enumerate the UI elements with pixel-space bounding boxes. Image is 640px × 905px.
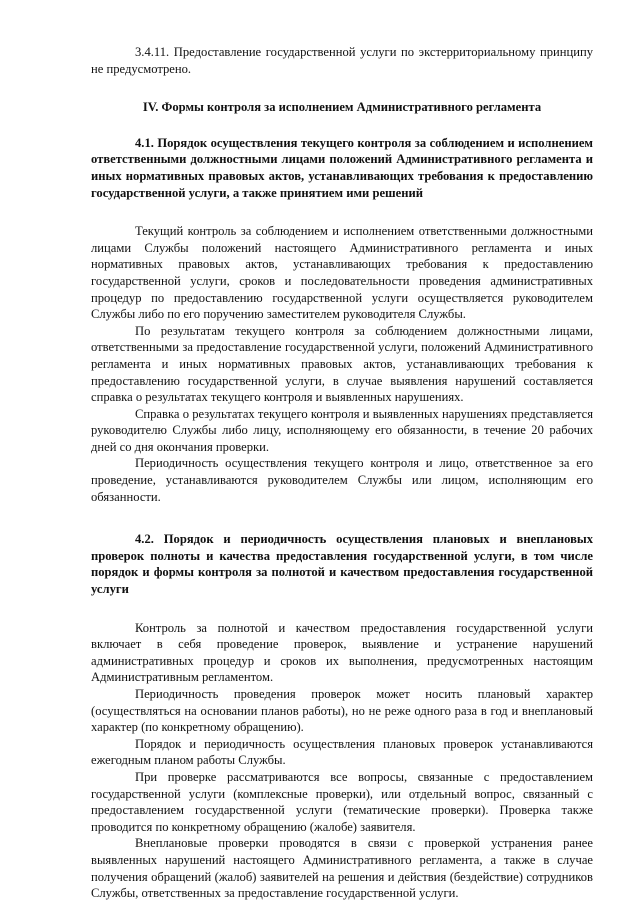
section-4-2-paragraph: При проверке рассматриваются все вопросы, связанные с предоставлением государственной услуги (комплексные проверки), или отдельный вопрос, связанный с предоставлением государственной услуги (тематические проверки). Проверка также проводится по конкретному обращению (жалобе) заявителя.: [91, 769, 593, 834]
section-4-1-paragraph: Справка о результатах текущего контроля и выявленных нарушениях представляется руководителю Службы либо лицу, исполняющему его обязанности, в течение 20 рабочих дней со дня окончания проверки.: [91, 406, 593, 454]
section-4-1-heading: 4.1. Порядок осуществления текущего контроля за соблюдением и исполнением ответственными должностными лицами положений Административного регламента и иных нормативных правовых актов, устанавливающих требования к предоставлению государственной услуги, а также принятием ими решений: [91, 135, 593, 200]
document-page: [91, 44, 593, 902]
section-4-1-paragraph: Периодичность осуществления текущего контроля и лицо, ответственное за его проведение, устанавливаются руководителем Службы или лицом, исполняющим его обязанности.: [91, 456, 593, 504]
section-4-2-paragraph: Контроль за полнотой и качеством предоставления государственной услуги включает в себя проведение проверок, выявление и устранение нарушений административных процедур и сроков их выполнения, предусмотренных настоящим Административным регламентом.: [91, 620, 593, 685]
paragraph-3-4-11: 3.4.11. Предоставление государственной услуги по экстерриториальному принципу не предусмотрено.: [91, 45, 593, 76]
section-4-2-paragraph: Порядок и периодичность осуществления плановых проверок устанавливаются ежегодным планом работы Службы.: [91, 736, 593, 768]
section-4-1-paragraph: По результатам текущего контроля за соблюдением должностными лицами, ответственными за предоставление государственной услуги, положений Административного регламента и иных нормативных правовых актов, устанавливающих требования к предоставлению государственной услуги, в случае выявления нарушений составляется справка о результатах текущего контроля и выявленных нарушениях.: [91, 323, 593, 405]
section-4-2-heading: 4.2. Порядок и периодичность осуществления плановых и внеплановых проверок полноты и качества предоставления государственной услуги, в том числе порядок и формы контроля за полнотой и качеством предоставления государственной услуги: [91, 532, 593, 597]
section-4-2-paragraph: Внеплановые проверки проводятся в связи с проверкой устранения ранее выявленных нарушений настоящего Административного регламента, а также в случае получения обращений (жалоб) заявителей на решения и действия (бездействие) сотрудников Службы, ответственных за предоставление государственной услуги.: [91, 836, 593, 901]
section-4-2-paragraph: Периодичность проведения проверок может носить плановый характер (осуществляться на основании планов работы), но не реже одного раза в год и внеплановый характер (по конкретному обращению).: [91, 687, 593, 735]
section-4-1-paragraph: Текущий контроль за соблюдением и исполнением ответственными должностными лицами Службы положений настоящего Административного регламента и иных нормативных правовых актов, устанавливающих требования к предоставлению государственной услуги, сроков и последовательности проведения административных процедур по предоставлению государственной услуги осуществляется руководителем Службы либо по его поручению заместителем руководителя Службы.: [91, 224, 593, 322]
section-iv-title: IV. Формы контроля за исполнением Административного регламента: [142, 100, 542, 115]
